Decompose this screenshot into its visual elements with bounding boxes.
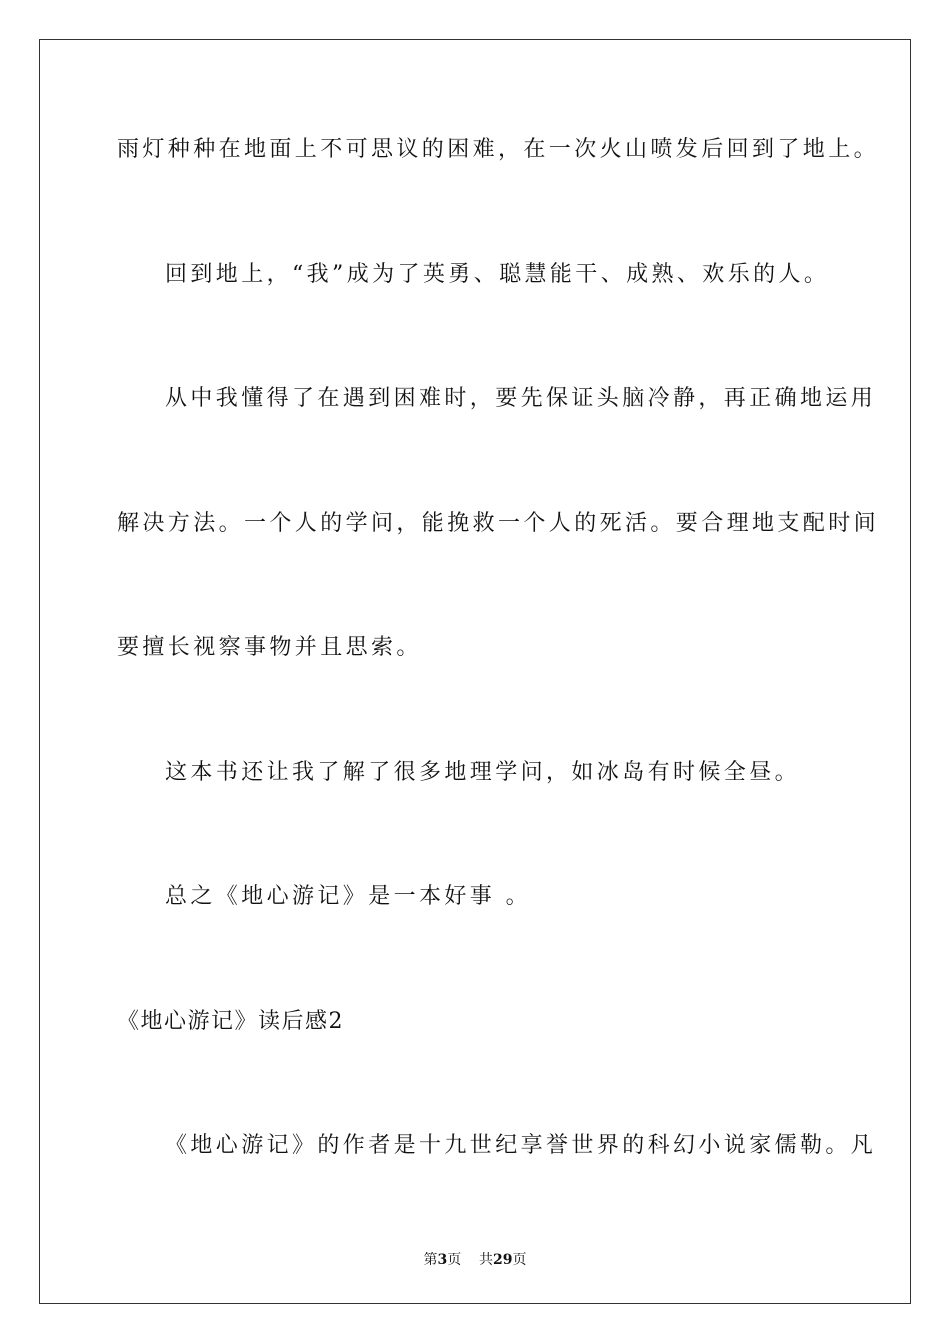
paragraph-line-6: 这本书还让我了解了很多地理学问，如冰岛有时候全昼。 [165, 760, 801, 785]
page-border [39, 39, 911, 1304]
total-pages: 29 [493, 1252, 513, 1268]
paragraph-line-1: 雨灯种种在地面上不可思议的困难，在一次火山喷发后回到了地上。 [117, 137, 880, 162]
page-prefix: 第 [423, 1252, 438, 1268]
page-suffix: 页 [447, 1252, 462, 1268]
total-suffix: 页 [512, 1252, 527, 1268]
paragraph-line-8: 《地心游记》的作者是十九世纪享誉世界的科幻小说家儒勒。凡 [165, 1133, 877, 1158]
paragraph-line-2: 回到地上，“我”成为了英勇、聪慧能干、成熟、欢乐的人。 [165, 262, 830, 287]
paragraph-line-7: 总之《地心游记》是一本好事 。 [165, 884, 531, 909]
page-footer [0, 1249, 950, 1269]
total-prefix: 共 [479, 1252, 494, 1268]
section-heading: 《地心游记》读后感2 [117, 1009, 344, 1034]
paragraph-line-4: 解决方法。一个人的学问，能挽救一个人的死活。要合理地支配时间 [117, 511, 880, 536]
page-number: 3 [437, 1252, 448, 1268]
paragraph-line-5: 要擅长视察事物并且思索。 [117, 635, 422, 660]
paragraph-line-3: 从中我懂得了在遇到困难时，要先保证头脑冷静，再正确地运用 [165, 386, 877, 411]
